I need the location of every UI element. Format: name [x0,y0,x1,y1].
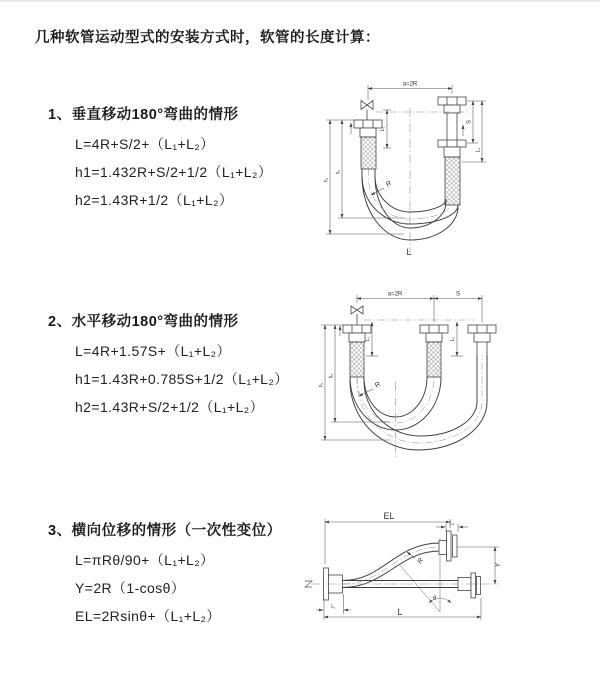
dimension-lines [318,295,482,458]
dim-label-h2: h₂ [335,169,342,175]
section-horizontal-180 [48,313,289,415]
page-title: 几种软管运动型式的安装方式时，软管的长度计算： [35,30,380,46]
dim-label-l1: L₁ [380,126,386,132]
dim-label-l2: L₂ [449,520,455,527]
radius-label: R [416,557,426,566]
formula-h1: h1=1.43R+0.785S+1/2（L₁+L₂） [75,371,289,387]
dim-label-h1: h₁ [318,382,325,388]
dim-label-l1: L₁ [331,604,336,610]
hose-curves [350,355,487,450]
flange [471,573,476,598]
dim-label-l1: L₁ [365,336,371,342]
braided-hose-section [427,342,441,377]
formula-l: L=πRθ/90+（L₁+L₂） [75,552,215,568]
fittings [324,531,481,600]
braided-hose-section [361,137,376,169]
diagram-horizontal-180 [300,282,590,472]
valve-icon [351,306,357,314]
dim-label-h2: h₂ [328,373,335,379]
formula-h2: h2=1.43R+1/2（L₁+L₂） [75,192,234,208]
braided-hose-section [445,157,460,205]
dim-label-a2r: a=2R [402,81,418,88]
section-3-heading: 3、横向位移的情形（一次性变位） [48,523,282,539]
dimension-labels [331,511,502,617]
diagram-vertical-180 [300,72,590,262]
length-label: L [397,607,403,617]
dim-label-a2r: a=2R [387,291,403,298]
dim-label-l2: L₂ [475,147,482,153]
formula-el: EL=2Rsinθ+（L₁+L₂） [75,608,221,624]
dim-label-s: S [455,291,461,298]
formula-l: L=4R+1.57S+（L₁+L₂） [75,343,231,359]
diagram-lateral-displacement [297,502,587,652]
length-label: L [406,247,412,257]
radius-label: R [373,380,383,390]
angle-label: θ [433,596,437,602]
formula-l: L=4R+S/2+（L₁+L₂） [75,136,215,152]
valve-icon [361,101,367,110]
formula-h2: h2=1.43R+S/2+1/2（L₁+L₂） [75,399,265,415]
braided-hose-section [350,342,364,377]
dim-label-el: EL [383,511,395,521]
dim-label-s: S [466,119,473,125]
axis-break-mark [305,581,312,587]
section-vertical-180 [48,106,272,208]
valve-icon [367,101,373,110]
flange [447,531,452,561]
formula-y: Y=2R（1-cosθ） [75,580,186,596]
section-1-heading: 1、垂直移动180°弯曲的情形 [48,107,239,123]
section-lateral-displacement [48,522,282,624]
dim-label-h1: h₁ [323,177,330,183]
valve-icon [357,306,363,314]
formula-h1: h1=1.432R+S/2+1/2（L₁+L₂） [75,164,273,180]
dim-label-y: Y [495,562,502,568]
dim-label-l2: L₂ [450,336,456,342]
radius-label: R [384,179,394,189]
section-2-heading: 2、水平移动180°弯曲的情形 [48,314,239,330]
